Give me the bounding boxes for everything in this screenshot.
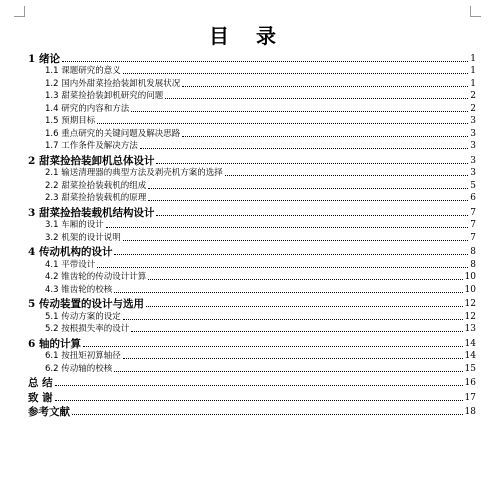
toc-section-entry[interactable]: [28, 283, 476, 296]
table-of-contents: [28, 52, 476, 418]
toc-entry-label: 3.2 机架的设计说明: [45, 232, 121, 243]
toc-section-entry[interactable]: [28, 323, 476, 336]
toc-dot-leader: [55, 385, 463, 386]
toc-entry-label: 1 绪论: [28, 52, 60, 65]
toc-dot-leader: [131, 331, 462, 332]
toc-section-entry[interactable]: [28, 77, 476, 90]
toc-entry-label: 5 传动装置的设计与选用: [28, 298, 144, 310]
toc-dot-leader: [114, 371, 462, 372]
toc-entry-label: 6.2 传动轴的校核: [45, 363, 113, 374]
toc-dot-leader: [106, 227, 469, 228]
toc-entry-label: 1.5 预期目标: [45, 116, 96, 126]
toc-page-number: 13: [464, 324, 476, 334]
toc-page-number: 12: [464, 299, 476, 309]
toc-page-number: 18: [464, 407, 476, 417]
toc-chapter-entry[interactable]: [28, 154, 476, 167]
toc-page-number: 1: [470, 53, 476, 64]
toc-dot-leader: [156, 215, 468, 216]
toc-dot-leader: [131, 111, 468, 112]
toc-chapter-entry[interactable]: [28, 406, 476, 419]
toc-page-number: 3: [470, 128, 476, 139]
toc-section-entry[interactable]: [28, 127, 476, 140]
toc-dot-leader: [165, 98, 468, 99]
toc-dot-leader: [123, 358, 463, 359]
toc-entry-label: 3.1 车厢的设计: [45, 220, 104, 230]
toc-page-number: 15: [464, 363, 476, 374]
toc-section-entry[interactable]: [28, 179, 476, 192]
toc-section-entry[interactable]: [28, 102, 476, 115]
toc-dot-leader: [148, 279, 462, 280]
toc-page-number: 16: [464, 378, 476, 388]
toc-page-number: 3: [470, 168, 476, 178]
toc-dot-leader: [182, 86, 468, 87]
toc-page-number: 10: [464, 272, 476, 282]
toc-page-number: 1: [470, 78, 476, 89]
toc-page-number: 12: [464, 311, 476, 322]
toc-dot-leader: [148, 200, 468, 201]
toc-dot-leader: [114, 254, 468, 255]
toc-entry-label: 2 甜菜捡拾装卸机总体设计: [28, 154, 155, 167]
toc-page-number: 14: [464, 338, 476, 349]
toc-dot-leader: [182, 136, 468, 137]
toc-entry-label: 4.2 锥齿轮的传动设计计算: [45, 272, 147, 282]
toc-page-number: 14: [464, 351, 476, 361]
toc-entry-label: 1.4 研究的内容和方法: [45, 103, 130, 114]
toc-chapter-entry[interactable]: [28, 377, 476, 390]
toc-section-entry[interactable]: [28, 167, 476, 180]
toc-entry-label: 1.6 重点研究的关键问题及解决思路: [45, 128, 181, 139]
toc-page-number: 3: [470, 141, 476, 151]
toc-dot-leader: [97, 123, 468, 124]
toc-section-entry[interactable]: [28, 310, 476, 323]
toc-section-entry[interactable]: [28, 350, 476, 363]
toc-page-number: 8: [470, 247, 476, 257]
toc-entry-label: 4.1 平带设计: [45, 259, 96, 270]
toc-section-entry[interactable]: [28, 271, 476, 284]
toc-entry-label: 1.2 国内外甜菜捡拾装卸机发展状况: [45, 78, 181, 89]
toc-section-entry[interactable]: [28, 140, 476, 153]
toc-entry-label: 1.3 甜菜捡拾装卸机研究的问题: [45, 91, 164, 101]
toc-page-number: 17: [464, 392, 476, 403]
page-title: 目 录: [209, 24, 286, 48]
page-corner-mark-left: [14, 6, 25, 17]
toc-entry-label: 4 传动机构的设计: [28, 246, 113, 258]
toc-dot-leader: [146, 306, 463, 307]
toc-dot-leader: [72, 414, 463, 415]
toc-page-number: 1: [470, 66, 476, 76]
toc-chapter-entry[interactable]: [28, 246, 476, 259]
toc-dot-leader: [97, 267, 468, 268]
toc-entry-label: 3 甜菜捡拾装载机结构设计: [28, 206, 155, 219]
toc-entry-label: 参考文献: [28, 406, 70, 418]
toc-section-entry[interactable]: [28, 115, 476, 128]
toc-section-entry[interactable]: [28, 231, 476, 244]
toc-chapter-entry[interactable]: [28, 52, 476, 65]
toc-dot-leader: [83, 346, 463, 347]
toc-entry-label: 4.3 锥齿轮的校核: [45, 284, 113, 295]
toc-chapter-entry[interactable]: [28, 391, 476, 404]
toc-entry-label: 5.2 按根损失率的设计: [45, 324, 130, 334]
toc-page-number: 2: [470, 103, 476, 114]
toc-dot-leader: [148, 188, 468, 189]
toc-entry-label: 1.1 课题研究的意义: [45, 66, 121, 76]
toc-page-number: 8: [470, 259, 476, 270]
toc-page-number: 7: [470, 220, 476, 230]
toc-section-entry[interactable]: [28, 90, 476, 103]
toc-page-number: 7: [470, 207, 476, 218]
toc-page-number: 5: [470, 180, 476, 191]
toc-section-entry[interactable]: [28, 362, 476, 375]
toc-entry-label: 2.3 甜菜捡拾装载机的原理: [45, 193, 147, 203]
toc-entry-label: 5.1 传动方案的设定: [45, 311, 121, 322]
toc-page-number: 2: [470, 91, 476, 101]
toc-page-number: 3: [470, 116, 476, 126]
toc-dot-leader: [123, 73, 469, 74]
toc-chapter-entry[interactable]: [28, 206, 476, 219]
toc-entry-label: 2.2 甜菜捡拾装载机的组成: [45, 180, 147, 191]
toc-entry-label: 1.7 工作条件及解决方法: [45, 141, 138, 151]
toc-dot-leader: [123, 240, 469, 241]
toc-section-entry[interactable]: [28, 65, 476, 78]
toc-entry-label: 总 结: [28, 377, 53, 389]
toc-page-number: 7: [470, 232, 476, 243]
toc-chapter-entry[interactable]: [28, 337, 476, 350]
toc-dot-leader: [62, 61, 468, 62]
toc-dot-leader: [55, 400, 463, 401]
toc-page-number: 10: [464, 284, 476, 295]
toc-section-entry[interactable]: [28, 258, 476, 271]
toc-chapter-entry[interactable]: [28, 298, 476, 311]
toc-dot-leader: [156, 163, 468, 164]
toc-page-number: 3: [470, 155, 476, 166]
toc-entry-label: 6.1 按扭矩初算轴径: [45, 351, 121, 361]
toc-dot-leader: [123, 319, 463, 320]
page-corner-mark-right: [470, 6, 481, 17]
toc-dot-leader: [225, 175, 469, 176]
toc-entry-label: 6 轴的计算: [28, 337, 81, 350]
toc-dot-leader: [114, 292, 462, 293]
toc-entry-label: 致 谢: [28, 391, 53, 404]
toc-page-number: 6: [470, 193, 476, 203]
toc-section-entry[interactable]: [28, 219, 476, 232]
toc-dot-leader: [140, 148, 469, 149]
toc-section-entry[interactable]: [28, 192, 476, 205]
toc-entry-label: 2.1 输送清理器的典型方法及剥壳机方案的选择: [45, 168, 223, 178]
